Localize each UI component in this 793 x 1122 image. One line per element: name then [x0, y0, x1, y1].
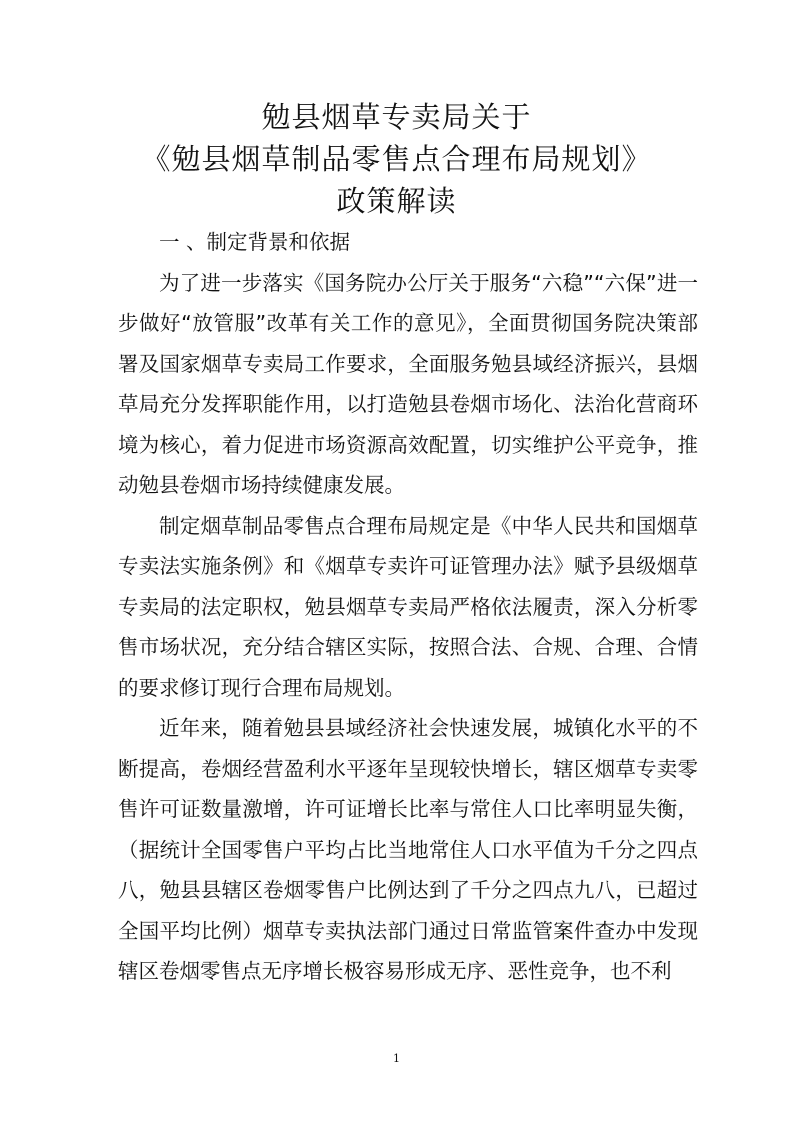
title-line-1: 勉县烟草专卖局关于 [261, 100, 532, 134]
title-line-2: 《勉县烟草制品零售点合理布局规划》 [141, 142, 652, 176]
paragraph-2: 制定烟草制品零售点合理布局规定是《中华人民共和国烟草专卖法实施条例》和《烟草专卖许可证管理办法》赋予县级烟草专卖局的法定职权，勉县烟草专卖局严格依法履责，深入分析零售市场状况，充分结合辖区实际，按照合法、合规、合理、合情的要求修订现行合理布局规划。 [118, 513, 698, 700]
page-number: 1 [393, 1052, 400, 1065]
title-line-3: 政策解读 [336, 184, 457, 218]
document-title [0, 96, 793, 222]
paragraph-1: 为了进一步落实《国务院办公厅关于服务“六稳”“六保”进一步做好“放管服”改革有关工作的意见》，全面贯彻国务院决策部署及国家烟草专卖局工作要求，全面服务勉县域经济振兴，县烟草局充分发挥职能作用，以打造勉县卷烟市场化、法治化营商环境为核心，着力促进市场资源高效配置，切实维护公平竞争，推动勉县卷烟市场持续健康发展。 [118, 270, 698, 497]
paragraph-3: 近年来，随着勉县县域经济社会快速发展，城镇化水平的不断提高，卷烟经营盈利水平逐年呈现较快增长，辖区烟草专卖零售许可证数量激增，许可证增长比率与常住人口比率明显失衡，（据统计全国零售户平均占比当地常住人口水平值为千分之四点八，勉县县辖区卷烟零售户比例达到了千分之四点九八，已超过全国平均比例）烟草专卖执法部门通过日常监管案件查办中发现辖区卷烟零售点无序增长极容易形成无序、恶性竞争，也不利 [118, 716, 698, 983]
section-heading: 一 、制定背景和依据 [159, 230, 351, 254]
document-body [118, 222, 698, 992]
